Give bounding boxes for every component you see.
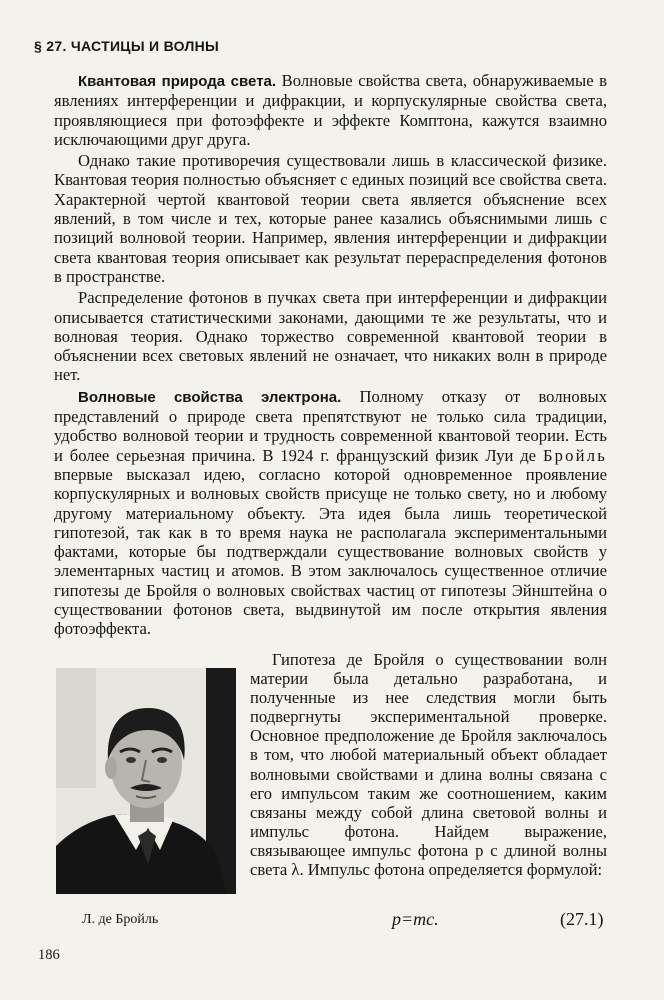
paragraph-text: Полному отказу от волновых представлений о природе света препятствуют не только сила традиции, удобство волновой теории и трудность современной квантовой теории. Есть и более серьезная причина. В 1924 г. французский физик Луи де (54, 386, 608, 465)
lead-heading-quantum-nature: Квантовая природа света. (78, 73, 277, 90)
formula-momentum: p=mc. (392, 909, 439, 929)
figure-caption: Л. де Бройль (82, 912, 159, 927)
paragraph-quantum-nature (54, 71, 607, 149)
main-text-column (54, 71, 607, 639)
paragraph-text: впервые высказал идею, согласно которой одновременное проявление корпускулярных и волновых свойств присуще не только свету, но и любому другому материальному объекту. Эта идея была лишь теоретической гипотезой, так как в то время наука не располагала экспериментальными фактами, которые бы подтверждали существование волновых свойств у элементарных частиц и атомов. В этом заключалось существенное отличие гипотезы де Бройля о волновых свойствах частиц от гипотезы Эйнштейна о существовании фотонов света, выдвинутой им после открытия явления фотоэффекта. (54, 464, 607, 639)
paragraph-hypothesis: Гипотеза де Бройля о существовании волн материи была детально разработана, и полученные из нее следствия могли быть подвергнуты экспериментальной проверке. Основное предположение де Бройля заключалось в том, что любой материальный объект обладает волновыми свойствами и длина волны связана с его импульсом таким же соотношением, каким связаны между собой длина световой волны и импульс фотона. Найдем выражение, связывающее импульс фотона p с длиной волны света λ. Импульс фотона определяется формулой: (250, 650, 607, 880)
lead-heading-electron-waves: Волновые свойства электрона. (78, 388, 342, 406)
page-number: 186 (38, 947, 60, 963)
portrait-image (56, 668, 236, 894)
equation-number: (27.1) (560, 909, 604, 929)
side-text-column (250, 650, 607, 879)
spaced-name-broglie: Бройль (542, 445, 607, 465)
paragraph-photon-distribution: Распределение фотонов в пучках света при интерференции и дифракции описывается статистическими законами, дающими те же результаты, что и волновая теория. Однако торжество современной квантовой теории в объяснении всех световых явлений не означает, что никаких волн в природе нет. (54, 288, 607, 385)
portrait-figure (56, 668, 236, 894)
paragraph-text: Волновые свойства света, обнаруживаемые в явлениях интерференции и дифракции, и корпускулярные свойства света, проявляющиеся при фотоэффекте и эффекте Комптона, кажутся взаимно исключающими друг друга. (54, 71, 608, 149)
section-header: § 27. ЧАСТИЦЫ И ВОЛНЫ (34, 38, 220, 54)
paragraph-contradictions: Однако такие противоречия существовали лишь в классической физике. Квантовая теория полностью объясняет с единых позиций все свойства света. Характерной чертой квантовой теории света является объяснение всех явлений, в том числе и тех, которые ранее казались объяснимыми лишь с позиций волновой теории. Например, явления интерференции и дифракции света квантовая теория описывает как результат перераспределения фотонов в пространстве. (54, 151, 607, 286)
paragraph-electron-waves (54, 387, 607, 639)
